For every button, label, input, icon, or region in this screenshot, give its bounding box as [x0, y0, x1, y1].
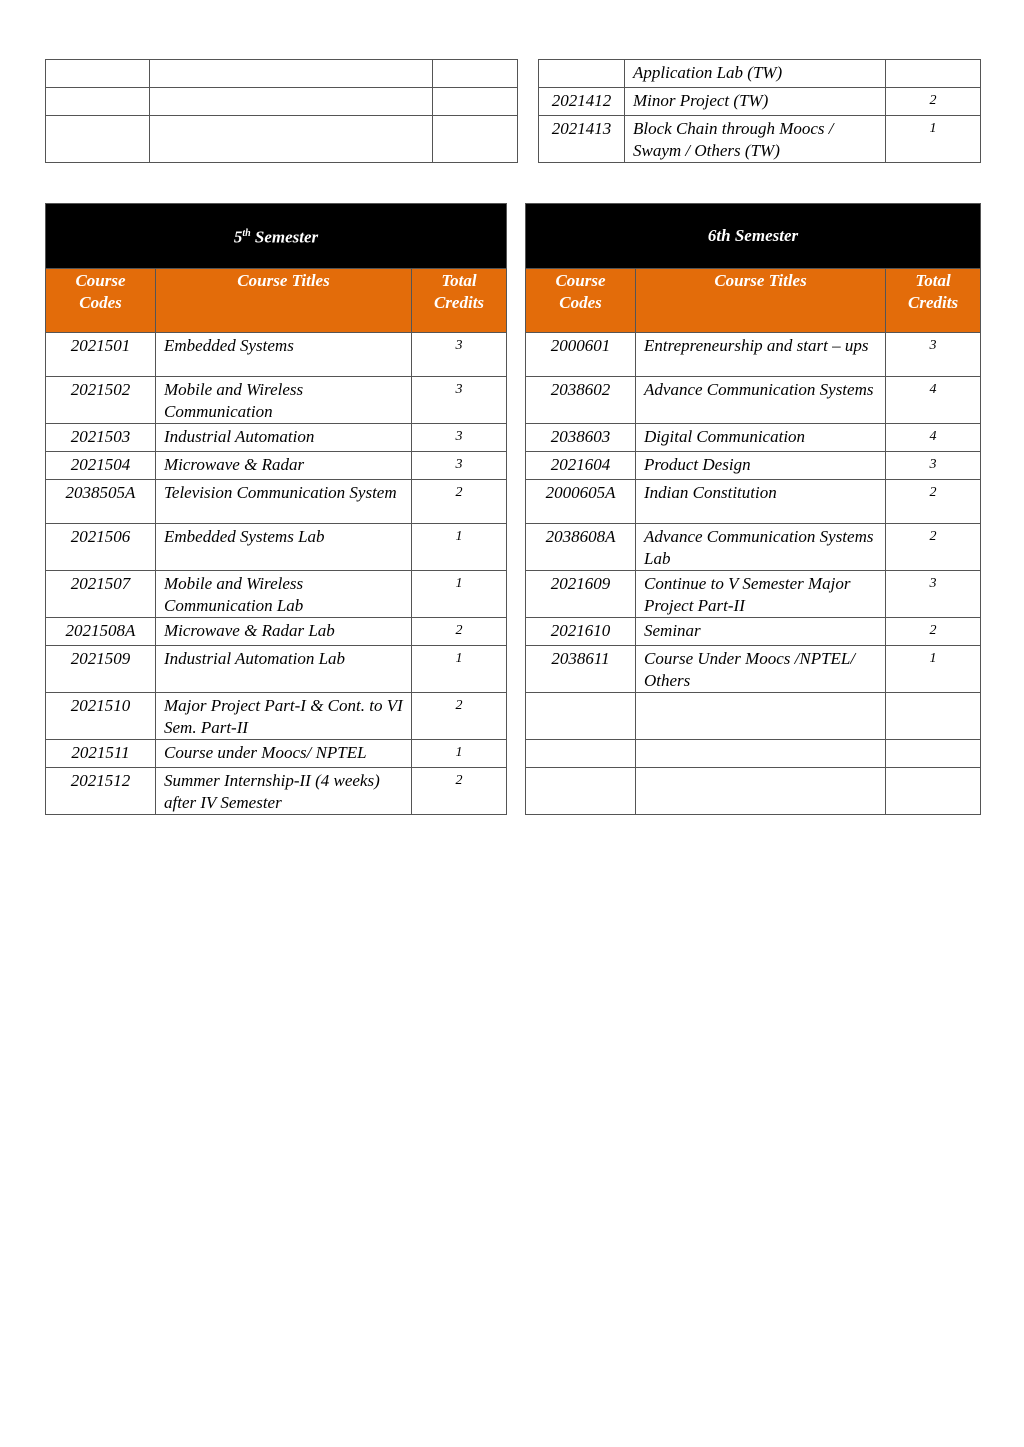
table-row	[46, 424, 981, 452]
table-row	[46, 452, 981, 480]
course-credits: 2	[886, 524, 981, 571]
sem6-title: 6th Semester	[526, 204, 981, 269]
course-code: 2038611	[526, 646, 636, 693]
course-credits: 1	[412, 524, 507, 571]
course-credits: 3	[886, 571, 981, 618]
course-credits: 3	[886, 452, 981, 480]
table-row	[46, 768, 981, 815]
continuation-table	[45, 59, 981, 163]
table-row	[46, 480, 981, 524]
course-title: Mobile and Wireless Communication	[156, 377, 412, 424]
table-row	[46, 618, 981, 646]
header-course-codes: Course Codes	[46, 269, 156, 333]
course-credits	[886, 740, 981, 768]
table-row	[46, 88, 981, 116]
table-row	[46, 116, 981, 163]
column-gap	[507, 480, 526, 524]
table-row	[46, 524, 981, 571]
course-title: Summer Internship-II (4 weeks) after IV Semester	[156, 768, 412, 815]
table-row	[46, 693, 981, 740]
column-gap	[507, 768, 526, 815]
course-code: 2021503	[46, 424, 156, 452]
course-title: Television Communication System	[156, 480, 412, 524]
course-code	[539, 60, 625, 88]
header-row	[46, 269, 981, 333]
course-code: 2000605A	[526, 480, 636, 524]
course-code: 2021610	[526, 618, 636, 646]
course-credits: 2	[412, 618, 507, 646]
course-code: 2021511	[46, 740, 156, 768]
course-title: Application Lab (TW)	[625, 60, 886, 88]
course-code: 2021510	[46, 693, 156, 740]
course-code: 2021502	[46, 377, 156, 424]
header-course-titles: Course Titles	[156, 269, 412, 333]
course-code: 2021506	[46, 524, 156, 571]
table-row	[46, 60, 981, 88]
course-code: 2000601	[526, 333, 636, 377]
table-row	[46, 333, 981, 377]
course-title: Embedded Systems	[156, 333, 412, 377]
course-credits: 1	[886, 646, 981, 693]
course-title	[636, 693, 886, 740]
course-code: 2021509	[46, 646, 156, 693]
course-title: Entrepreneurship and start – ups	[636, 333, 886, 377]
column-gap	[507, 377, 526, 424]
course-code: 2021604	[526, 452, 636, 480]
course-credits: 2	[886, 618, 981, 646]
course-title: Product Design	[636, 452, 886, 480]
table-row	[46, 740, 981, 768]
course-code: 2021507	[46, 571, 156, 618]
course-title: Microwave & Radar	[156, 452, 412, 480]
course-code	[526, 768, 636, 815]
column-gap	[507, 571, 526, 618]
course-title: Industrial Automation Lab	[156, 646, 412, 693]
course-credits: 3	[412, 424, 507, 452]
course-credits: 3	[412, 377, 507, 424]
course-title: Advance Communication Systems Lab	[636, 524, 886, 571]
course-title: Major Project Part-I & Cont. to VI Sem. Part-II	[156, 693, 412, 740]
table-row	[46, 377, 981, 424]
column-gap	[507, 740, 526, 768]
course-code	[526, 740, 636, 768]
course-credits: 4	[886, 424, 981, 452]
course-code: 2021504	[46, 452, 156, 480]
course-title: Advance Communication Systems	[636, 377, 886, 424]
course-code: 2021413	[539, 116, 625, 163]
course-title: Industrial Automation	[156, 424, 412, 452]
course-code: 2038602	[526, 377, 636, 424]
column-gap	[507, 424, 526, 452]
course-code: 2021609	[526, 571, 636, 618]
course-code	[526, 693, 636, 740]
course-title: Digital Communication	[636, 424, 886, 452]
course-title	[636, 740, 886, 768]
course-code: 2021501	[46, 333, 156, 377]
course-code: 2021508A	[46, 618, 156, 646]
course-credits	[886, 693, 981, 740]
course-title: Indian Constitution	[636, 480, 886, 524]
header-course-titles: Course Titles	[636, 269, 886, 333]
course-title: Course Under Moocs /NPTEL/ Others	[636, 646, 886, 693]
column-gap	[507, 618, 526, 646]
column-gap	[507, 693, 526, 740]
course-credits: 1	[412, 740, 507, 768]
course-code: 2021412	[539, 88, 625, 116]
course-credits: 3	[412, 333, 507, 377]
column-gap	[507, 646, 526, 693]
course-credits: 2	[412, 693, 507, 740]
course-credits	[886, 60, 981, 88]
course-credits: 3	[886, 333, 981, 377]
column-gap	[507, 524, 526, 571]
course-credits: 2	[412, 768, 507, 815]
semester-table	[45, 203, 981, 815]
table-row	[46, 571, 981, 618]
course-title: Mobile and Wireless Communication Lab	[156, 571, 412, 618]
course-code: 2038608A	[526, 524, 636, 571]
course-credits: 1	[412, 571, 507, 618]
course-title: Minor Project (TW)	[625, 88, 886, 116]
course-title: Block Chain through Moocs / Swaym / Others (TW)	[625, 116, 886, 163]
header-total-credits: Total Credits	[886, 269, 981, 333]
header-total-credits: Total Credits	[412, 269, 507, 333]
course-title: Course under Moocs/ NPTEL	[156, 740, 412, 768]
course-credits: 1	[412, 646, 507, 693]
course-credits	[886, 768, 981, 815]
table-row	[46, 646, 981, 693]
course-code: 2038505A	[46, 480, 156, 524]
course-title: Seminar	[636, 618, 886, 646]
course-credits: 2	[886, 480, 981, 524]
course-code: 2038603	[526, 424, 636, 452]
course-credits: 2	[886, 88, 981, 116]
course-title: Microwave & Radar Lab	[156, 618, 412, 646]
sem5-title: 5th Semester	[46, 204, 507, 269]
course-code: 2021512	[46, 768, 156, 815]
column-gap	[507, 452, 526, 480]
column-gap	[507, 333, 526, 377]
header-course-codes: Course Codes	[526, 269, 636, 333]
course-credits: 2	[412, 480, 507, 524]
semester-title-row	[46, 204, 981, 269]
course-title: Embedded Systems Lab	[156, 524, 412, 571]
course-title: Continue to V Semester Major Project Part-II	[636, 571, 886, 618]
course-title	[636, 768, 886, 815]
course-credits: 1	[886, 116, 981, 163]
course-credits: 4	[886, 377, 981, 424]
course-credits: 3	[412, 452, 507, 480]
